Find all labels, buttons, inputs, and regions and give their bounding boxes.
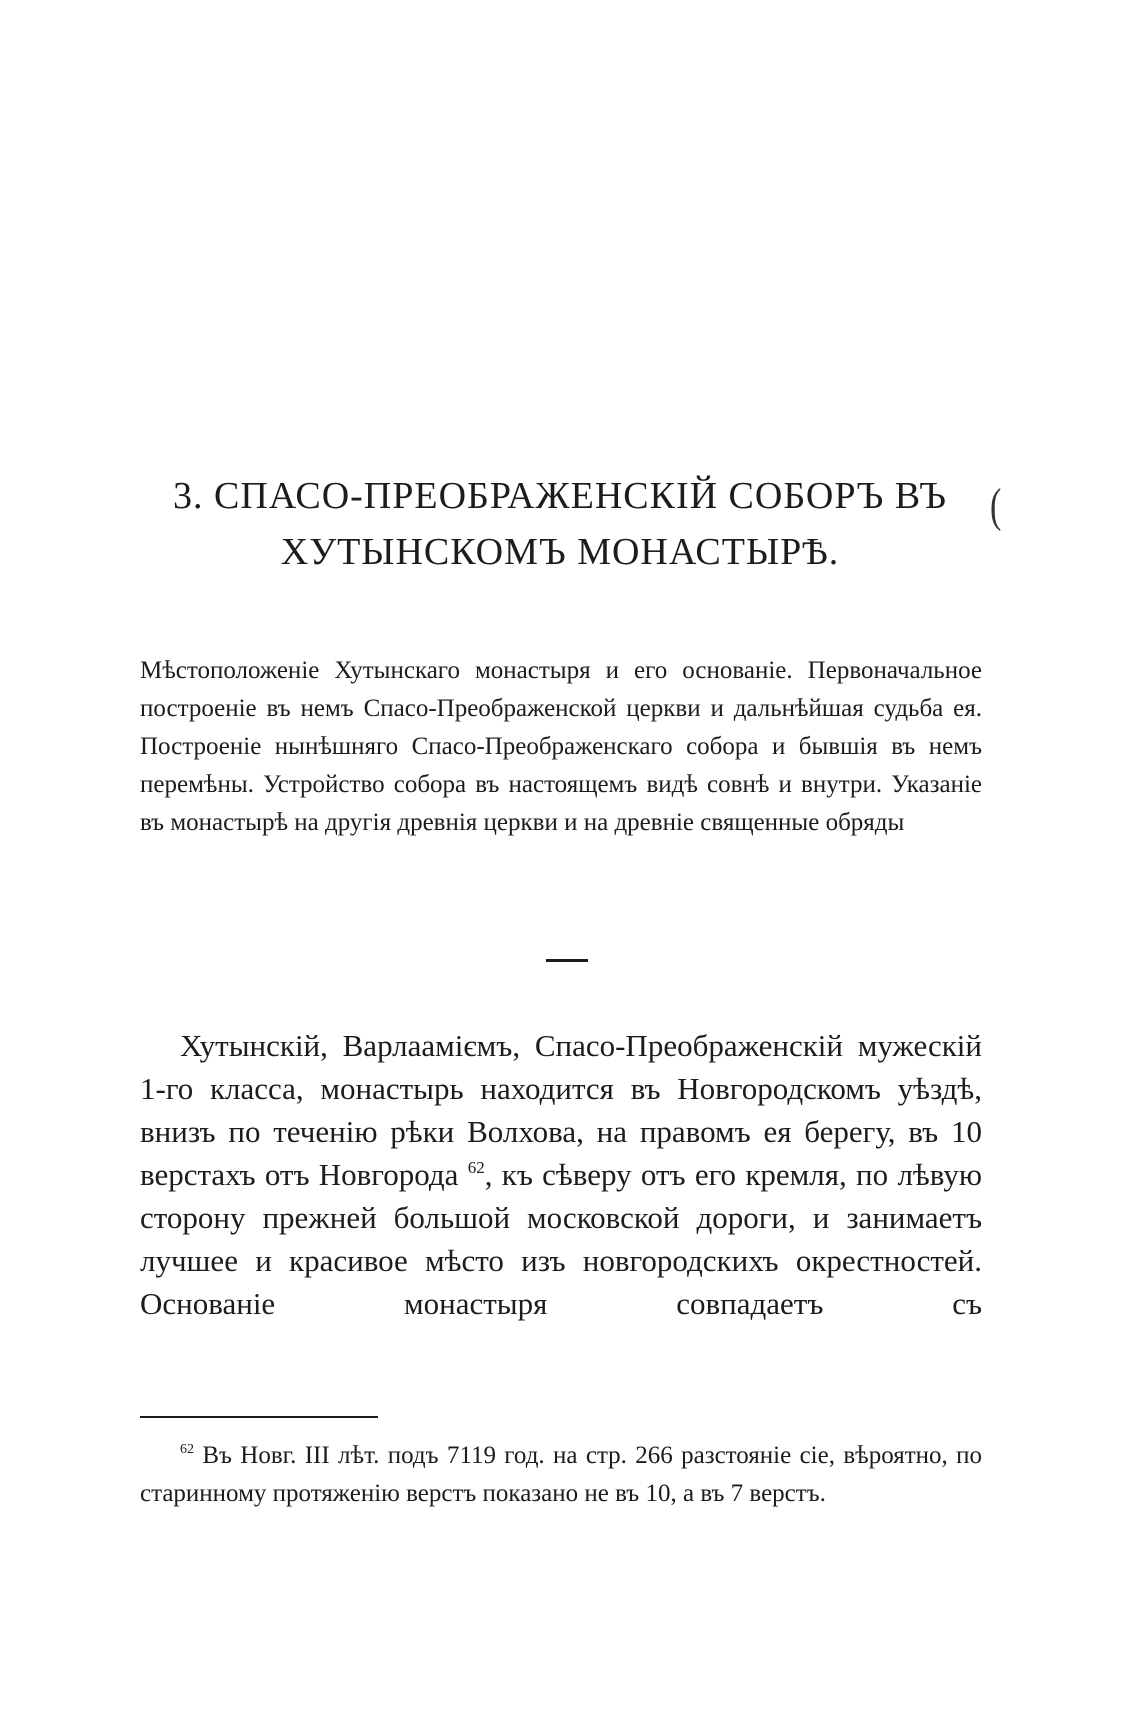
chapter-title: [130, 468, 990, 580]
chapter-title-line-2: ХУТЫНСКОМЪ МОНАСТЫРѢ.: [280, 531, 840, 573]
body-paragraph: [140, 1024, 982, 1325]
margin-bracket-mark: (: [990, 480, 1002, 533]
chapter-summary: Мѣстоположеніе Хутынскаго монастыря и его основаніе. Первоначальное построеніе въ немъ Спасо-Преображенской церкви и дальнѣйшая судьба ея. Построеніе нынѣшняго Спасо-Преображенскаго собора и бывшія въ немъ перемѣны. Устройство собора въ настоящемъ видѣ совнѣ и внутри. Указаніе въ монастырѣ на другія древнія церкви и на древніе священные обряды: [140, 657, 982, 836]
footnote: [140, 1437, 982, 1513]
footnote-reference: 62: [467, 1158, 485, 1177]
body-text-part-2: , къ сѣверу отъ его кремля, по лѣвую сторону прежней большой московской дороги, и занимаетъ лучшее и красивое мѣсто изъ новгородскихъ окрестностей. Основаніе монастыря совпадаетъ съ: [140, 1157, 982, 1321]
footnote-marker: 62: [180, 1442, 194, 1457]
body-text-part-1: Хутынскій, Варлааміємъ, Спасо-Преображенскій мужескій 1-го класса, монастырь находится въ Новгородскомъ уѣздѣ, внизъ по теченію рѣки Волхова, на правомъ ея берегу, въ 10 верстахъ отъ Новгорода: [140, 1028, 982, 1192]
footnote-divider: [140, 1416, 378, 1418]
footnote-text: Въ Новг. III лѣт. подъ 7119 год. на стр. 266 разстояніе сіе, вѣроятно, по старинному протяженію верстъ показано не въ 10, а въ 7 верстъ.: [140, 1442, 982, 1507]
chapter-title-line-1: 3. СПАСО-ПРЕОБРАЖЕНСКІЙ СОБОРЪ ВЪ: [173, 475, 947, 517]
section-separator-dash: [546, 959, 588, 962]
